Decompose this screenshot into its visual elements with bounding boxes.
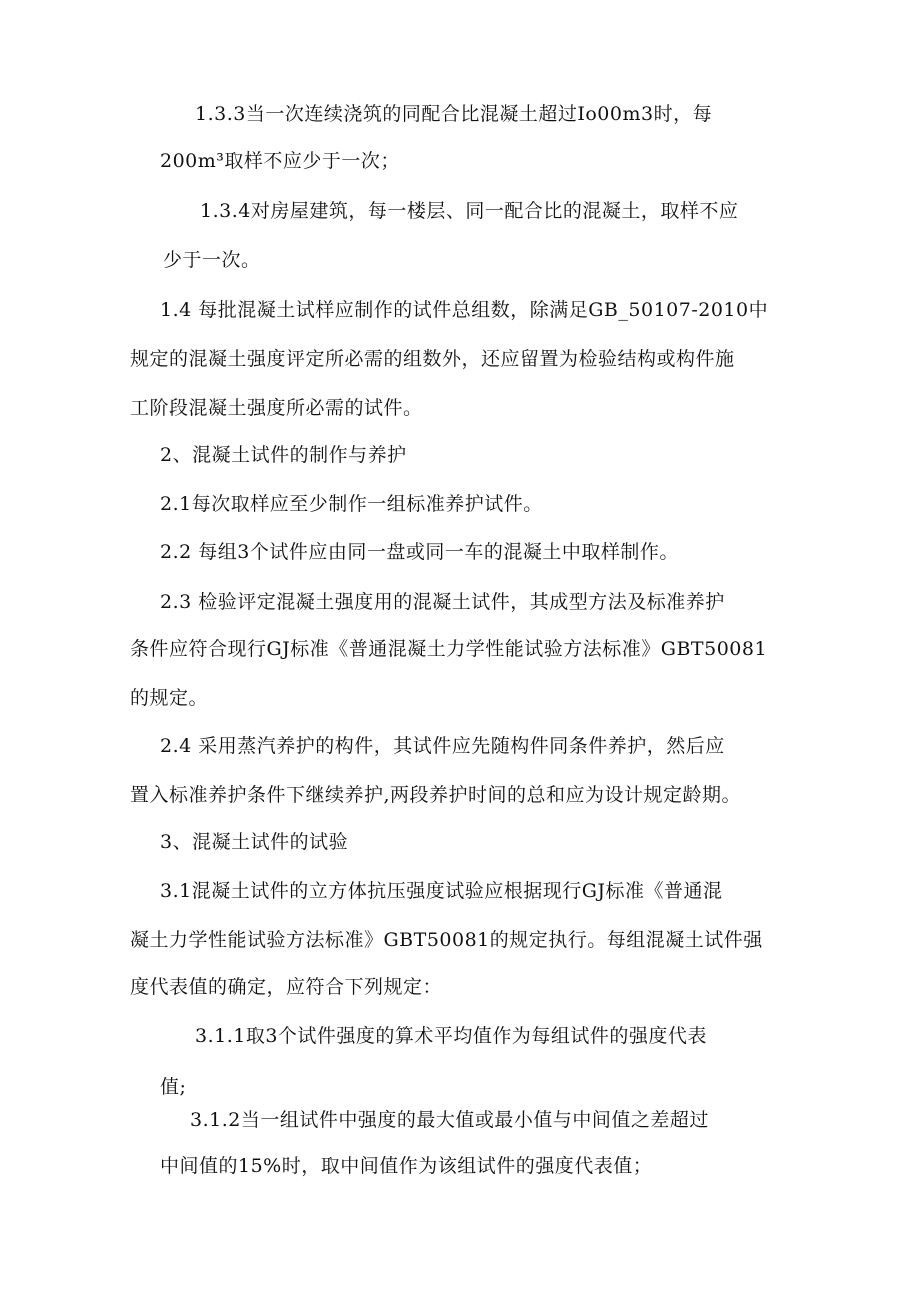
text-line: 工阶段混凝土强度所必需的试件。 <box>130 397 423 419</box>
text-line: 3.1.1取3个试件强度的算术平均值作为每组试件的强度代表 <box>195 1025 707 1047</box>
text-line: 3.1混凝土试件的立方体抗压强度试验应根据现行GJ标准《普通混 <box>160 880 723 902</box>
text-line: 的规定。 <box>130 687 209 709</box>
text-line: 2.2 每组3个试件应由同一盘或同一车的混凝土中取样制作。 <box>160 541 679 563</box>
heading-line: 2、混凝土试件的制作与养护 <box>160 444 407 466</box>
text-line: 条件应符合现行GJ标准《普通混凝土力学性能试验方法标准》GBT50081 <box>130 638 768 660</box>
text-line: 1.4 每批混凝土试样应制作的试件总组数，除满足GB_50107-2010中 <box>160 299 769 321</box>
text-line: 规定的混凝土强度评定所必需的组数外，还应留置为检验结构或构件施 <box>130 348 735 370</box>
text-line: 中间值的15%时，取中间值作为该组试件的强度代表值； <box>160 1155 653 1177</box>
text-line: 1.3.3当一次连续浇筑的同配合比混凝土超过Io00m3时，每 <box>195 103 713 125</box>
text-line: 1.3.4对房屋建筑，每一楼层、同一配合比的混凝土，取样不应 <box>200 200 739 222</box>
text-line: 值; <box>160 1076 187 1098</box>
text-line: 凝土力学性能试验方法标准》GBT50081的规定执行。每组混凝土试件强 <box>130 929 763 951</box>
text-line: 3.1.2当一组试件中强度的最大值或最小值与中间值之差超过 <box>190 1109 709 1131</box>
heading-line: 3、混凝土试件的试验 <box>160 831 349 853</box>
text-line: 度代表值的确定，应符合下列规定： <box>130 976 443 998</box>
text-line: 少于一次。 <box>163 249 261 271</box>
text-line: 2.1每次取样应至少制作一组标准养护试件。 <box>160 493 543 515</box>
text-line: 2.4 采用蒸汽养护的构件，其试件应先随构件同条件养护，然后应 <box>160 735 725 757</box>
text-line: 2.3 检验评定混凝土强度用的混凝土试件，其成型方法及标准养护 <box>160 591 725 613</box>
text-line: 200m³取样不应少于一次； <box>160 150 400 172</box>
text-line: 置入标准养护条件下继续养护,两段养护时间的总和应为设计规定龄期。 <box>130 784 742 806</box>
